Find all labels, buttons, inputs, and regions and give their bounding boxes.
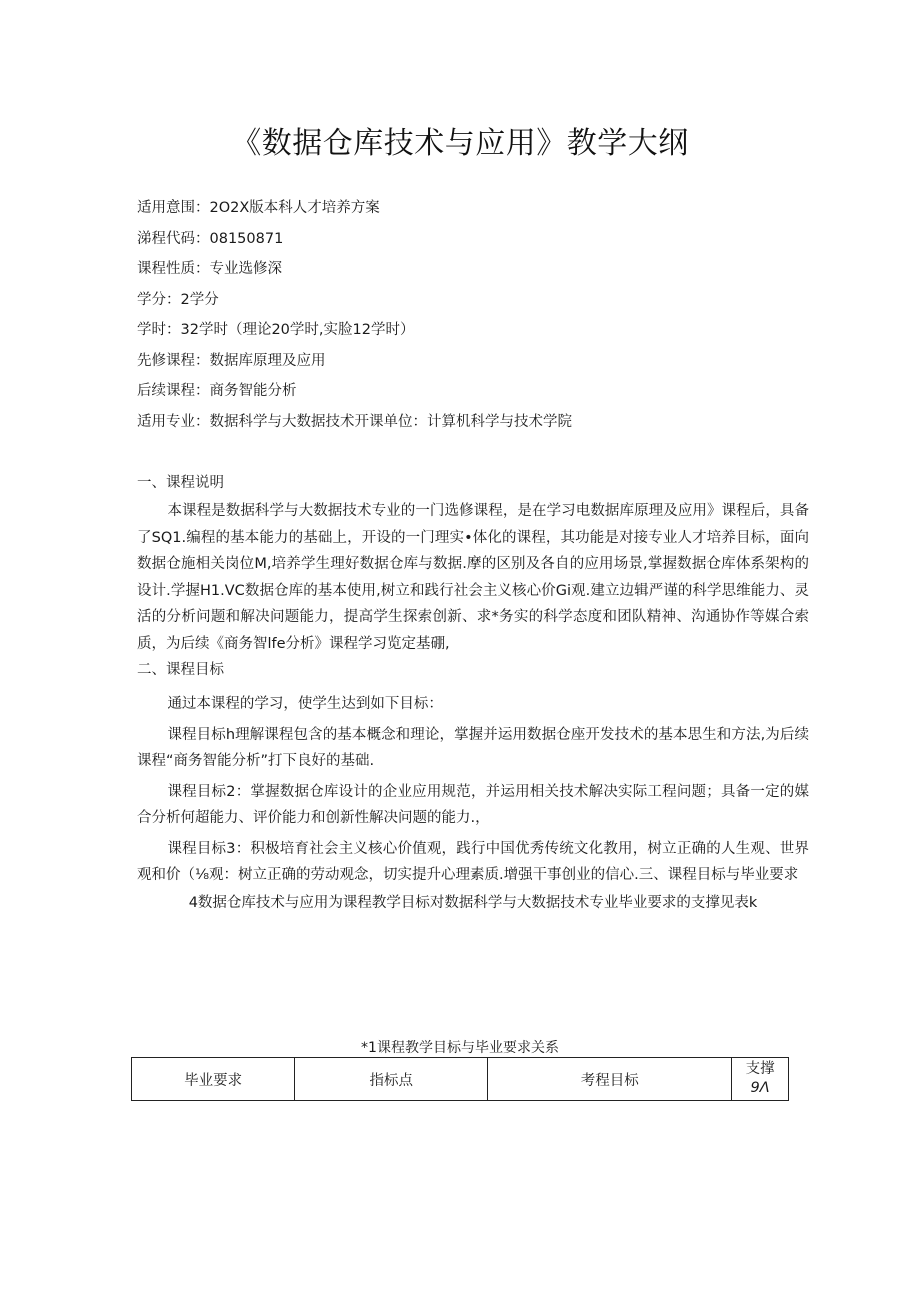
meta-course-type: 课程性质：专业选修深 [137,261,282,277]
header-support-label: 支撑 [745,1061,775,1077]
section-heading-objectives: 二、课程目标 [137,662,224,678]
header-support-extra: 9Λ [750,1080,770,1096]
header-graduation-requirement: 毕业要求 [132,1058,295,1101]
objectives-intro: 通过本课程的学习，使学生达到如下目标： [167,696,443,712]
table-caption: *1课程教学目标与毕业要求关系 [361,1040,559,1056]
meta-prerequisite: 先修课程：数据库原理及应用 [137,352,326,369]
document-title: 《数据仓库技术与应用》教学大纲 [231,126,689,161]
meta-scope: 适用意围：2O2X版本科人才培养方案 [137,200,380,216]
support-note: 4数据仓库技术与应用为课程教学目标对数据科学与大数据技术专业毕业要求的支撑见表k [188,894,758,911]
table-header-row [132,1058,789,1101]
objectives-requirements-table [131,1057,789,1101]
document-body [137,472,809,916]
section-heading-description: 一、课程说明 [137,475,224,491]
objective-3: 课程目标3：积极培育社会主义核心价值观，践行中国优秀传统文化教用，树立正确的人生观、世界观和价（⅛观：树立正确的劳动观念，切实提升心理素质.增强干事创业的信心.三、课程目标与毕业要求 [137,840,809,883]
meta-major-unit: 适用专业：数据科学与大数据技术开课单位：计算机科学与技术学院 [137,413,572,430]
objective-1: 课程目标h理解课程包含的基本概念和理论，掌握并运用数据仓座开发技术的基本思生和方法,为后续课程“商务智能分析”打下良好的基础. [137,726,809,769]
header-indicator: 指标点 [295,1058,488,1101]
meta-followup: 后续课程：商务智能分析 [137,383,297,399]
header-course-objective: 考程目标 [488,1058,732,1101]
meta-hours: 学时：32学时（理论20学时,实脸12学时） [137,322,415,338]
course-description-paragraph: 本课程是数据科学与大数据技术专业的一门选修课程，是在学习电数据库原理及应用》课程后，具备了SQ1.编程的基本能力的基础上，开设的一门理实•体化的课程，其功能是对接专业人才培养目标，面向数据仓施相关岗位M,培养学生理好数据仓库与数据.摩的区别及各自的应用场景,掌握数据仓库体系架构的设计.学握H1.VC数据仓库的基本使用,树立和践行社会主义核心价Gi观.建立边辑严谨的科学思维能力、灵活的分析问题和解决问题能力，提高学生探索创新、求*务实的科学态度和团队精神、沟通协作等媒合索质，为后续《商务智lfe分析》课程学习览定基硼, [137,503,809,652]
meta-credits: 学分：2学分 [137,291,219,308]
course-meta [137,197,817,441]
header-support [732,1058,789,1101]
objective-2: 课程目标2：掌握数据仓库设计的企业应用规范，并运用相关技术解决实际工程问题；具备一定的媒合分析何超能力、评价能力和创新性解决问题的能力.， [137,783,809,826]
meta-course-code: 涕程代码：08150871 [137,230,284,247]
